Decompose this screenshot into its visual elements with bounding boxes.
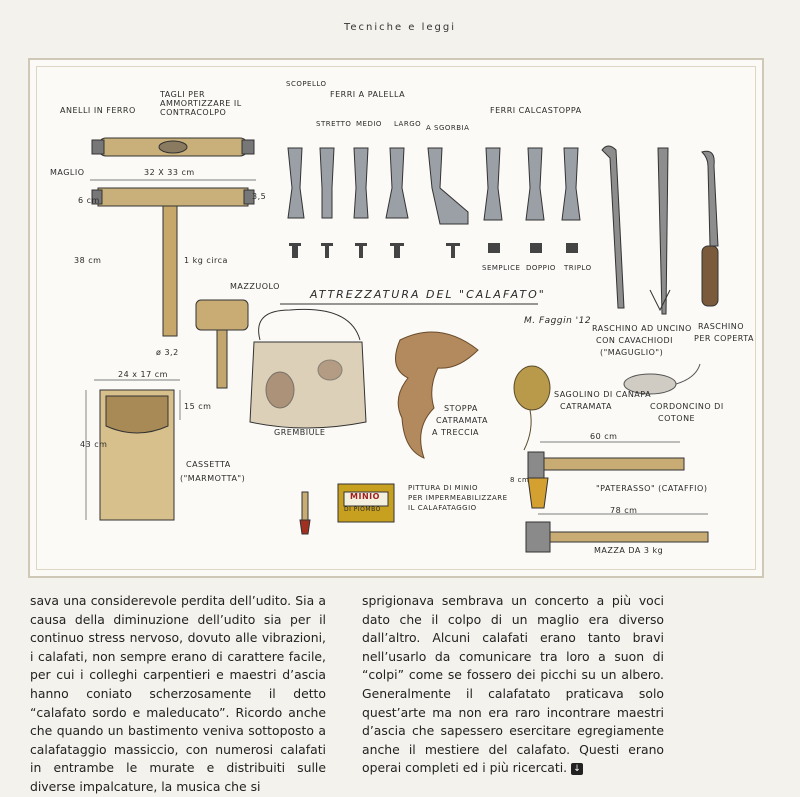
paragraph-left: sava una considerevole perdita dell’udito. Sia a causa della diminuzione dell’udito sia per il continuo stress nervoso, dovuto alle vibrazioni, i calafati, non sempre erano di carattere facile, per cui i colleghi carpentieri e maestri d’ascia hanno coniato scherzosamente il detto “calafato sordo e maleducato”. Ricordo anche che quando un bastimento veniva sottoposto a calafataggio massiccio, con numerosi calafati in entrambe le murate e distribuiti sulle diverse impalcature, la musica che si	[30, 593, 326, 794]
label-mazza: MAZZA DA 3 kg	[594, 546, 664, 555]
label-dim-cassetta: 24 x 17 cm	[118, 370, 168, 379]
label-stretto: STRETTO	[316, 120, 352, 128]
label-dim-60: 60 cm	[590, 432, 618, 441]
pennello-drawing	[300, 492, 310, 534]
label-scopello: SCOPELLO	[286, 80, 327, 88]
label-cotone: COTONE	[658, 414, 696, 423]
label-con-cavachiodi: CON CAVACHIODI	[596, 336, 674, 345]
label-per-coperta: PER COPERTA	[694, 334, 754, 343]
cassetta-drawing	[86, 380, 180, 520]
raschini-drawing	[602, 146, 718, 314]
label-ferri-palella: FERRI A PALELLA	[330, 90, 406, 99]
page-header: Tecniche e leggi	[343, 22, 457, 33]
label-raschino-uncino: RASCHINO AD UNCINO	[592, 324, 692, 333]
label-a-sgorbia: A SGORBIA	[426, 124, 470, 132]
illustration-title: ATTREZZATURA DEL "CALAFATO"	[310, 288, 546, 301]
label-dim-43: 43 cm	[80, 440, 108, 449]
label-sagolino-catramata: CATRAMATA	[560, 402, 613, 411]
label-dim-3-2: ø 3,2	[156, 348, 179, 357]
tools-illustration	[30, 60, 766, 580]
label-dim-maglio: 32 X 33 cm	[144, 168, 195, 177]
label-doppio: DOPPIO	[526, 264, 556, 272]
grembiule-drawing	[250, 309, 366, 428]
label-a-treccia: A TRECCIA	[432, 428, 480, 437]
label-dim-15: 15 cm	[184, 402, 212, 411]
label-dim-3-5: 3,5	[252, 192, 267, 201]
minio-can-drawing	[338, 484, 394, 522]
label-minio-can: MINIO	[350, 492, 380, 501]
label-dim-38: 38 cm	[74, 256, 102, 265]
label-maglio: MAGLIO	[50, 168, 85, 177]
label-marmotta: ("MARMOTTA")	[180, 474, 246, 483]
label-raschino-coperta: RASCHINO	[698, 322, 745, 331]
stoppa-drawing	[396, 332, 479, 458]
label-pennello: PITTURA DI MINIO	[408, 484, 479, 492]
label-ferri-calcastoppa: FERRI CALCASTOPPA	[490, 106, 582, 115]
paragraph-right-text: sprigionava sembrava un concerto a più voci dato che il colpo di un maglio era diverso dall’altro. Alcuni calafati erano tanto bravi nell’usarlo da comunicare tra loro a suon di “colpi” come se fossero dei picchi su un albero. Generalmente il calafatato praticava solo quest’arte ma non era raro incontrare maestri d’ascia che sapessero esercitare egregiamente anche il mestiere del calafato. Questi erano operai completi ed i più ricercati.	[362, 593, 664, 776]
label-sagolino: SAGOLINO DI CANAPA	[554, 390, 652, 399]
label-stoppa: STOPPA	[444, 404, 478, 413]
label-triplo: TRIPLO	[564, 264, 592, 272]
paterasso-drawing	[528, 442, 684, 508]
label-largo: LARGO	[394, 120, 422, 128]
label-maguglio: ("MAGUGLIO")	[600, 348, 664, 357]
label-dim-8: 8 cm	[510, 476, 530, 484]
label-pennello-3: IL CALAFATAGGIO	[408, 504, 477, 512]
label-paterasso: "PATERASSO" (CATAFFIO)	[596, 484, 708, 493]
label-minio-sub: DI PIOMBO	[344, 506, 381, 513]
label-peso: 1 kg circa	[184, 256, 228, 265]
label-grembiule: GREMBIULE	[274, 428, 326, 437]
illustration-frame	[28, 58, 764, 578]
label-tagli: TAGLI PER AMMORTIZZARE IL CONTRACOLPO	[160, 90, 242, 117]
label-medio: MEDIO	[356, 120, 382, 128]
text-column-right	[362, 592, 664, 778]
mazzuolo-drawing	[196, 300, 248, 388]
label-anelli: ANELLI IN FERRO	[60, 106, 136, 115]
label-dim-6: 6 cm	[78, 196, 100, 205]
ferri-drawing	[288, 148, 580, 258]
anchor-end-icon: ↓	[571, 763, 583, 775]
label-stoppa-catramata: CATRAMATA	[436, 416, 489, 425]
label-semplice: SEMPLICE	[482, 264, 521, 272]
label-mazzuolo: MAZZUOLO	[230, 282, 280, 291]
sagolino-drawing	[514, 366, 550, 450]
label-cassetta: CASSETTA	[186, 460, 231, 469]
illustration-signature: M. Faggin '12	[524, 316, 592, 326]
label-cordoncino: CORDONCINO DI	[650, 402, 724, 411]
label-pennello-2: PER IMPERMEABILIZZARE	[408, 494, 508, 502]
label-dim-78: 78 cm	[610, 506, 638, 515]
paragraph-right	[362, 592, 664, 778]
text-column-left	[30, 592, 326, 797]
